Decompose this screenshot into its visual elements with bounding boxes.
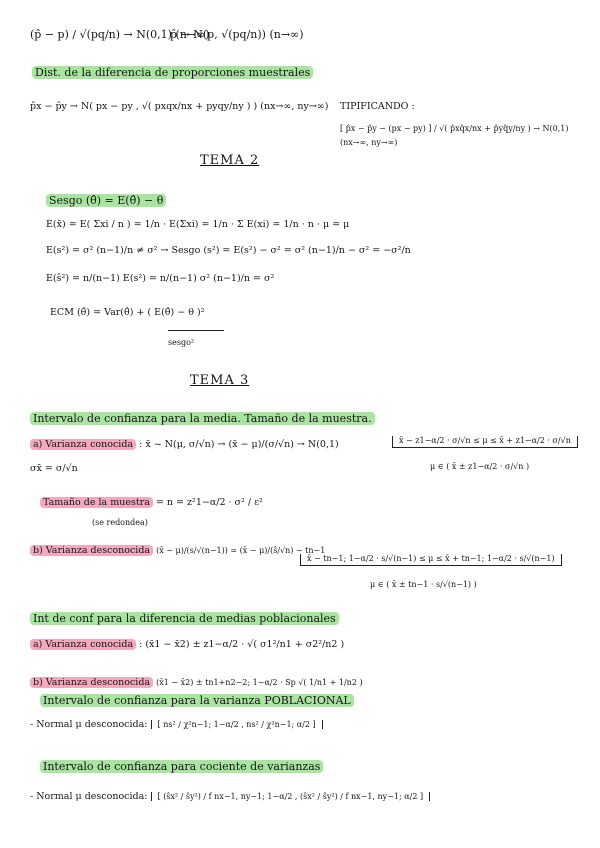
tema-2-title: TEMA 2 bbox=[200, 153, 260, 168]
esperanza-media: E(x̄) = E( Σxi / n ) = 1/n · E(Σxi) = 1/n · Σ E(xi) = 1/n · n · μ = μ bbox=[46, 219, 350, 230]
section-heading-varianza-poblacional: Intervalo de confianza para la varianza POBLACIONAL bbox=[40, 694, 354, 708]
dif-medias-desconocida: b) Varianza desconocida (x̄1 − x̄2) ± tn1+n2−2; 1−α/2 · Sp √( 1/n1 + 1/n2 ) bbox=[30, 676, 363, 690]
ecm-sesgo-brace: sesgo² bbox=[168, 322, 224, 350]
limit-formula-2: p̂ → N(p, √(pq/n)) (n→∞) bbox=[170, 28, 304, 41]
sigma-x-bar: σx̄ = σ/√n bbox=[30, 463, 78, 474]
esperanza-s2-corregida: E(ŝ²) = n/(n−1) E(s²) = n/(n−1) σ² (n−1)/n = σ² bbox=[46, 273, 275, 284]
dif-proporciones-formula: p̂x − p̂y → N( px − py , √( pxqx/nx + pyqy/ny ) ) (nx→∞, ny→∞) bbox=[30, 101, 329, 112]
ic-media-conocida-result: μ ∈ ( x̄ ± z1−α/2 · σ/√n ) bbox=[430, 462, 530, 471]
sesgo-definition: Sesgo (θ̂) = E(θ̂) − θ bbox=[46, 194, 166, 208]
tema-3-title: TEMA 3 bbox=[190, 373, 250, 388]
varianza-desconocida-line: b) Varianza desconocida (x̄ − μ)/(s/√(n−1)) = (x̄ − μ)/(ŝ/√n) ~ tn−1 bbox=[30, 544, 325, 558]
ecm-formula: ECM (θ̂) = Var(θ̂) + ( E(θ̂) − θ )² bbox=[50, 307, 205, 318]
ic-media-conocida-box: x̄ − z1−α/2 · σ/√n ≤ μ ≤ x̄ + z1−α/2 · σ/√n bbox=[392, 434, 578, 448]
ic-media-desconocida-box: x̄ − tn−1; 1−α/2 · s/√(n−1) ≤ μ ≤ x̄ + tn−1; 1−α/2 · s/√(n−1) bbox=[300, 552, 562, 566]
varianza-poblacional-line: - Normal μ desconocida: [ ns² / χ²n−1; 1−α/2 , ns² / χ²n−1; α/2 ] bbox=[30, 718, 323, 732]
dif-medias-conocida: a) Varianza conocida : (x̄1 − x̄2) ± z1−α/2 · √( σ1²/n1 + σ2²/n2 ) bbox=[30, 638, 344, 652]
limit-formula-1: (p̂ − p) / √(pq/n) → N(0,1) (n→∞) bbox=[30, 28, 210, 41]
redondeo-note: (se redondea) bbox=[92, 518, 148, 527]
ic-media-desconocida-result: μ ∈ ( x̄ ± tn−1 · s/√(n−1) ) bbox=[370, 580, 477, 589]
section-heading-cociente-varianzas: Intervalo de confianza para cociente de varianzas bbox=[40, 760, 323, 774]
tipificando-label: TIPIFICANDO : bbox=[340, 101, 415, 112]
section-heading-dif-proporciones: Dist. de la diferencia de proporciones muestrales bbox=[32, 66, 313, 80]
tipificando-formula: [ p̂x − p̂y − (px − py) ] / √( p̂xq̂x/nx + p̂yq̂y/ny ) → N(0,1) (nx→∞, ny→∞) bbox=[340, 124, 569, 147]
tamano-muestra-line: Tamaño de la muestra = n = z²1−α/2 · σ² / ε² bbox=[40, 496, 263, 510]
cociente-varianzas-line: - Normal μ desconocida: [ (ŝx² / ŝy²) / f nx−1, ny−1; 1−α/2 , (ŝx² / ŝy²) / f nx−1, ny−1; α/2 ] bbox=[30, 790, 430, 804]
section-heading-dif-medias: Int de conf para la diferencia de medias poblacionales bbox=[30, 612, 339, 626]
esperanza-s2: E(s²) = σ² (n−1)/n ≠ σ² → Sesgo (s²) = E(s²) − σ² = σ² (n−1)/n − σ² = −σ²/n bbox=[46, 245, 411, 256]
varianza-conocida-line: a) Varianza conocida : x̄ ~ N(μ, σ/√n) → (x̄ − μ)/(σ/√n) → N(0,1) bbox=[30, 438, 339, 452]
section-heading-ic-media: Intervalo de confianza para la media. Tamaño de la muestra. bbox=[30, 412, 375, 426]
